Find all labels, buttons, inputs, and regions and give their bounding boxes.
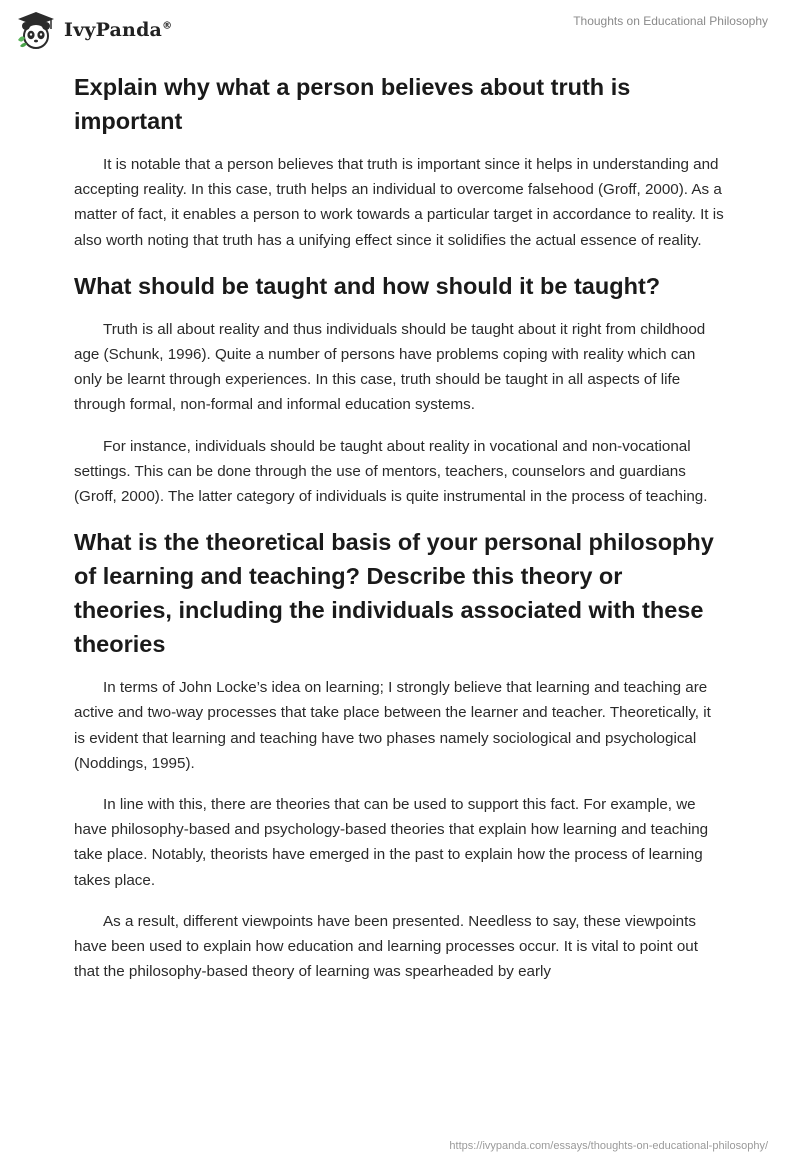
paragraph: It is notable that a person believes that truth is important since it helps in understanding and accepting reality. In this case, truth helps an individual to overcome falsehood (Groff, 2000). As a matter of fact, it enables a person to work towards a particular target in accordance to reality. It is also worth noting that truth has a unifying effect since it solidifies the actual essence of reality. [74,156,724,249]
section-heading: What should be taught and how should it be taught? [74,272,661,299]
paragraph: For instance, individuals should be taught about reality in vocational and non-vocational settings. This can be done through the use of mentors, teachers, counselors and guardians (Groff, 2000). The latter category of individuals is quite instrumental in the process of teaching. [74,437,708,506]
ivypanda-logo[interactable] [14,10,172,50]
panda-logo-icon [14,10,58,50]
section-heading: Explain why what a person believes about truth is important [74,74,631,134]
source-url-link[interactable]: https://ivypanda.com/essays/thoughts-on-educational-philosophy/ [449,1140,768,1152]
paragraph: In terms of John Locke’s idea on learning; I strongly believe that learning and teaching are active and two-way processes that take place between the learner and teacher. Theoretically, it is evident that learning and teaching have two phases namely sociological and psychological (Noddings, 1995). [74,679,711,772]
paragraph: As a result, different viewpoints have been presented. Needless to say, these viewpoints have been used to explain how education and learning processes occur. It is vital to point out that the philosophy-based theory of learning was spearheaded by early [74,912,698,981]
page-header [0,0,800,64]
registered-mark: ® [162,20,173,32]
section-heading: What is the theoretical basis of your personal philosophy of learning and teaching? Describe this theory or theories, including the individuals associated with these theories [74,529,714,658]
paragraph: Truth is all about reality and thus individuals should be taught about it right from childhood age (Schunk, 1996). Quite a number of persons have problems coping with reality which can only be learnt through experiences. In this case, truth should be taught in all aspects of life through formal, non-formal and informal education systems. [74,320,706,414]
document-title: Thoughts on Educational Philosophy [573,14,768,28]
essay-content [74,70,724,1000]
paragraph: In line with this, there are theories that can be used to support this fact. For example, we have philosophy-based and psychology-based theories that explain how learning and teaching take place. Notably, theorists have emerged in the past to explain how the process of learning takes place. [74,796,709,889]
brand-name [64,19,172,41]
brand-name-text: IvyPanda [64,19,163,41]
